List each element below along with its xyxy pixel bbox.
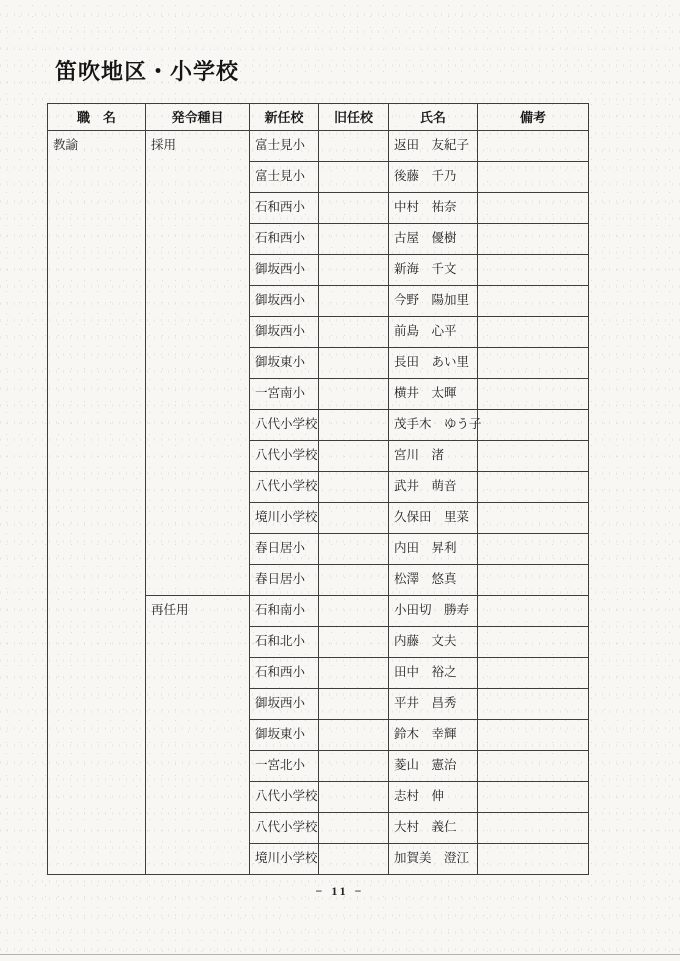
new-school-cell: 石和西小 — [250, 658, 319, 689]
old-school-cell — [319, 565, 389, 596]
remarks-cell — [478, 782, 589, 813]
new-school-cell: 境川小学校 — [250, 844, 319, 875]
remarks-cell — [478, 348, 589, 379]
old-school-cell — [319, 224, 389, 255]
name-cell: 今野 陽加里 — [389, 286, 478, 317]
old-school-cell — [319, 286, 389, 317]
new-school-cell: 御坂東小 — [250, 720, 319, 751]
table-row — [48, 131, 589, 162]
old-school-cell — [319, 410, 389, 441]
name-cell: 横井 太暉 — [389, 379, 478, 410]
name-cell: 後藤 千乃 — [389, 162, 478, 193]
remarks-cell — [478, 503, 589, 534]
old-school-cell — [319, 441, 389, 472]
old-school-cell — [319, 627, 389, 658]
name-cell: 田中 裕之 — [389, 658, 478, 689]
new-school-cell: 御坂西小 — [250, 255, 319, 286]
remarks-cell — [478, 596, 589, 627]
new-school-cell: 御坂東小 — [250, 348, 319, 379]
new-school-cell: 八代小学校 — [250, 441, 319, 472]
remarks-cell — [478, 441, 589, 472]
page-number: − 11 − — [315, 884, 365, 898]
name-cell: 平井 昌秀 — [389, 689, 478, 720]
new-school-cell: 御坂西小 — [250, 689, 319, 720]
old-school-cell — [319, 162, 389, 193]
old-school-cell — [319, 658, 389, 689]
remarks-cell — [478, 193, 589, 224]
column-header: 備考 — [478, 104, 589, 131]
old-school-cell — [319, 596, 389, 627]
remarks-cell — [478, 627, 589, 658]
old-school-cell — [319, 689, 389, 720]
name-cell: 内田 昇利 — [389, 534, 478, 565]
new-school-cell: 八代小学校 — [250, 782, 319, 813]
column-header: 職 名 — [48, 104, 146, 131]
name-cell: 中村 祐奈 — [389, 193, 478, 224]
table-header-row — [48, 104, 589, 131]
remarks-cell — [478, 410, 589, 441]
remarks-cell — [478, 379, 589, 410]
page-title: 笛吹地区・小学校 — [55, 59, 240, 84]
name-cell: 鈴木 幸輝 — [389, 720, 478, 751]
old-school-cell — [319, 193, 389, 224]
name-cell: 武井 萌音 — [389, 472, 478, 503]
old-school-cell — [319, 255, 389, 286]
name-cell: 宮川 渚 — [389, 441, 478, 472]
remarks-cell — [478, 472, 589, 503]
old-school-cell — [319, 844, 389, 875]
name-cell: 古屋 優樹 — [389, 224, 478, 255]
name-cell: 内藤 文夫 — [389, 627, 478, 658]
new-school-cell: 春日居小 — [250, 565, 319, 596]
old-school-cell — [319, 348, 389, 379]
column-header: 新任校 — [250, 104, 319, 131]
remarks-cell — [478, 224, 589, 255]
remarks-cell — [478, 317, 589, 348]
remarks-cell — [478, 534, 589, 565]
order-type-cell: 再任用 — [146, 596, 250, 875]
remarks-cell — [478, 658, 589, 689]
name-cell: 小田切 勝寿 — [389, 596, 478, 627]
new-school-cell: 一宮南小 — [250, 379, 319, 410]
remarks-cell — [478, 255, 589, 286]
name-cell: 長田 あい里 — [389, 348, 478, 379]
old-school-cell — [319, 379, 389, 410]
remarks-cell — [478, 689, 589, 720]
name-cell: 茂手木 ゆう子 — [389, 410, 478, 441]
new-school-cell: 富士見小 — [250, 162, 319, 193]
name-cell: 大村 義仁 — [389, 813, 478, 844]
new-school-cell: 御坂西小 — [250, 317, 319, 348]
column-header: 旧任校 — [319, 104, 389, 131]
new-school-cell: 春日居小 — [250, 534, 319, 565]
position-cell: 教諭 — [48, 131, 146, 875]
remarks-cell — [478, 844, 589, 875]
new-school-cell: 境川小学校 — [250, 503, 319, 534]
remarks-cell — [478, 813, 589, 844]
old-school-cell — [319, 131, 389, 162]
name-cell: 志村 伸 — [389, 782, 478, 813]
old-school-cell — [319, 813, 389, 844]
new-school-cell: 石和北小 — [250, 627, 319, 658]
remarks-cell — [478, 286, 589, 317]
column-header: 発令種目 — [146, 104, 250, 131]
remarks-cell — [478, 162, 589, 193]
new-school-cell: 富士見小 — [250, 131, 319, 162]
assignment-table — [47, 103, 589, 875]
new-school-cell: 八代小学校 — [250, 472, 319, 503]
new-school-cell: 石和西小 — [250, 193, 319, 224]
name-cell: 久保田 里菜 — [389, 503, 478, 534]
remarks-cell — [478, 565, 589, 596]
new-school-cell: 八代小学校 — [250, 410, 319, 441]
old-school-cell — [319, 534, 389, 565]
name-cell: 前島 心平 — [389, 317, 478, 348]
new-school-cell: 石和南小 — [250, 596, 319, 627]
old-school-cell — [319, 503, 389, 534]
name-cell: 返田 友紀子 — [389, 131, 478, 162]
remarks-cell — [478, 751, 589, 782]
remarks-cell — [478, 131, 589, 162]
old-school-cell — [319, 782, 389, 813]
new-school-cell: 一宮北小 — [250, 751, 319, 782]
new-school-cell: 石和西小 — [250, 224, 319, 255]
name-cell: 松澤 悠真 — [389, 565, 478, 596]
new-school-cell: 八代小学校 — [250, 813, 319, 844]
column-header: 氏名 — [389, 104, 478, 131]
remarks-cell — [478, 720, 589, 751]
old-school-cell — [319, 317, 389, 348]
old-school-cell — [319, 720, 389, 751]
name-cell: 加賀美 澄江 — [389, 844, 478, 875]
order-type-cell: 採用 — [146, 131, 250, 596]
scan-edge — [0, 954, 680, 955]
new-school-cell: 御坂西小 — [250, 286, 319, 317]
name-cell: 新海 千文 — [389, 255, 478, 286]
old-school-cell — [319, 472, 389, 503]
old-school-cell — [319, 751, 389, 782]
name-cell: 菱山 憲治 — [389, 751, 478, 782]
